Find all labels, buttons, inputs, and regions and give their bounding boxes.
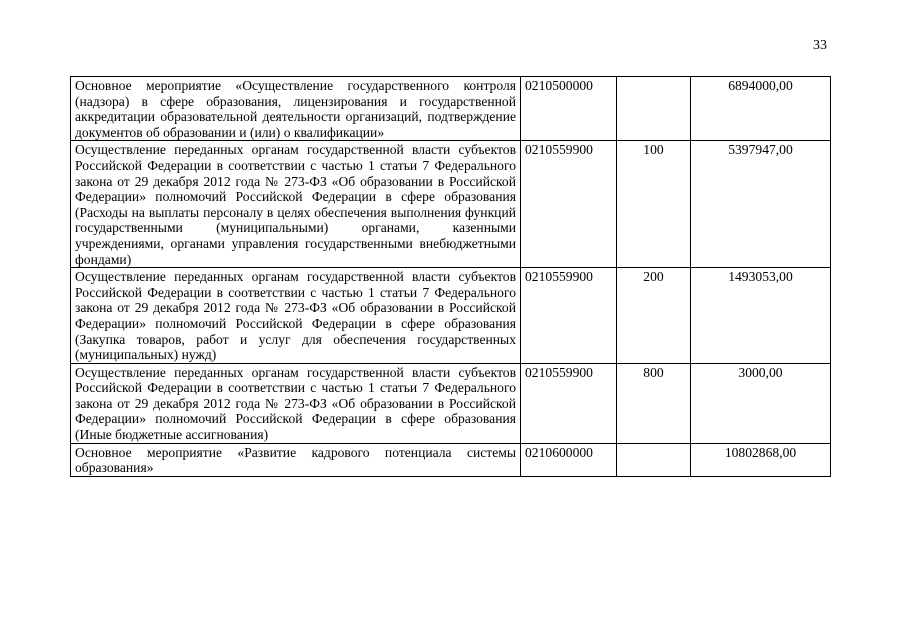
page-number: 33: [813, 38, 827, 53]
row-code-cell: 0210600000: [521, 443, 617, 476]
row-amount-cell: 1493053,00: [691, 268, 831, 364]
row-name-cell: Основное мероприятие «Развитие кадрового потенциала системы образования»: [71, 443, 521, 476]
row-code-cell: 0210559900: [521, 141, 617, 268]
row-type-cell: [617, 443, 691, 476]
row-amount-cell: 3000,00: [691, 363, 831, 443]
row-type-cell: 200: [617, 268, 691, 364]
row-amount-cell: 10802868,00: [691, 443, 831, 476]
table-row: [71, 268, 831, 364]
row-name-cell: Основное мероприятие «Осуществление государственного контроля (надзора) в сфере образования, лицензирования и государственной аккредитации образовательной деятельности организаций, подтверждение документов об образовании и (или) о квалификации»: [71, 77, 521, 141]
budget-table: [70, 76, 831, 477]
row-type-cell: 100: [617, 141, 691, 268]
table-row: [71, 77, 831, 141]
row-type-cell: [617, 77, 691, 141]
row-name-cell: Осуществление переданных органам государственной власти субъектов Российской Федерации в соответствии с частью 1 статьи 7 Федерального закона от 29 декабря 2012 года № 273-ФЗ «Об образовании в Российской Федерации» полномочий Российской Федерации в сфере образования (Закупка товаров, работ и услуг для обеспечения государственных (муниципальных) нужд): [71, 268, 521, 364]
row-code-cell: 0210559900: [521, 363, 617, 443]
table-row: [71, 363, 831, 443]
row-code-cell: 0210559900: [521, 268, 617, 364]
table-row: [71, 443, 831, 476]
row-amount-cell: 5397947,00: [691, 141, 831, 268]
row-type-cell: 800: [617, 363, 691, 443]
table-row: [71, 141, 831, 268]
row-amount-cell: 6894000,00: [691, 77, 831, 141]
row-name-cell: Осуществление переданных органам государственной власти субъектов Российской Федерации в соответствии с частью 1 статьи 7 Федерального закона от 29 декабря 2012 года № 273-ФЗ «Об образовании в Российской Федерации» полномочий Российской Федерации в сфере образования (Расходы на выплаты персоналу в целях обеспечения выполнения функций государственными (муниципальными) органами, казенными учреждениями, органами управления государственными внебюджетными фондами): [71, 141, 521, 268]
row-code-cell: 0210500000: [521, 77, 617, 141]
row-name-cell: Осуществление переданных органам государственной власти субъектов Российской Федерации в соответствии с частью 1 статьи 7 Федерального закона от 29 декабря 2012 года № 273-ФЗ «Об образовании в Российской Федерации» полномочий Российской Федерации в сфере образования (Иные бюджетные ассигнования): [71, 363, 521, 443]
